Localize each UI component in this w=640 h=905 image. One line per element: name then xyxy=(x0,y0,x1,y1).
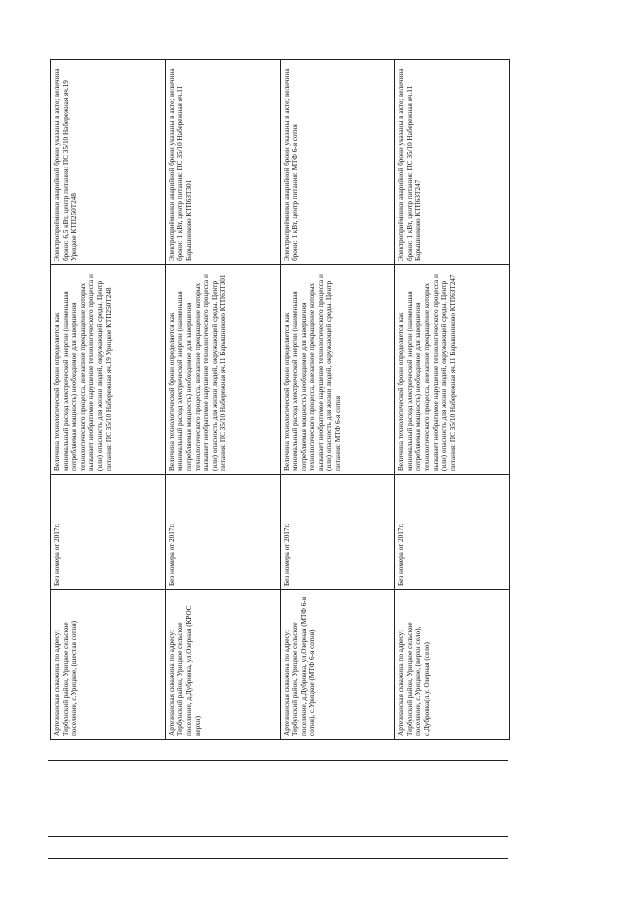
table-row xyxy=(51,60,166,740)
horizontal-rule xyxy=(48,836,508,837)
cell-address: Артезианская скважина по адресу: Тербунский район, Урицкое сельское поселение, с.Урицкое, (шестая сотня) xyxy=(51,590,166,740)
cell-address: Артезианская скважина по адресу: Тербунский район, Урицкое сельское поселение, д.Дубровка, ул.Озерная (МТФ 6-я сотня), с.Урицкое (МТФ 6-я сотня) xyxy=(280,590,395,740)
horizontal-rule xyxy=(48,858,508,859)
cell-tech-reserve: Величина технологической брони определяется как минимальный расход электрической энергии (наименьшая потребляемая мощность) необходимое для завершения технологического процесса, внезапное прекращение которых вызывает необратимое нарушение технологического процесса и (или) опасность для жизни людей, окружающей среды. Центр питания: ПС 35/10 Набережная яч.19 Урицкое КТП250Т248 xyxy=(51,265,166,475)
cell-tech-reserve: Величина технологической брони определяется как минимальный расход электрической энергии (наименьшая потребляемая мощность) необходимое для завершения технологического процесса, внезапное прекращение которых вызывает необратимое нарушение технологического процесса и (или) опасность для жизни людей, окружающей среды. Центр питания: МТФ 6-я сотня xyxy=(280,265,395,475)
cell-number: Без номера от 2017г. xyxy=(51,475,166,590)
table-row xyxy=(395,60,510,740)
reservation-table xyxy=(50,59,510,740)
cell-emergency-reserve: Электроприёмники аварийной брони указаны в акте; величина брони: 1 кВт, центр питания: МТФ 6-я сотня xyxy=(280,60,395,265)
rotated-table-wrapper xyxy=(50,60,510,740)
cell-emergency-reserve: Электроприёмники аварийной брони указаны в акте; величина брони: 6,5 кВт, центр питания: ПС 35/10 Набережная яч.19 Урицкое КТП250Т248 xyxy=(51,60,166,265)
cell-address: Артезианская скважина по адресу: Тербунский район, Урицкое сельское поселение, д.Дубровка, ул.Озерная (КРОС верхн) xyxy=(165,590,280,740)
cell-number: Без номера от 2017г. xyxy=(280,475,395,590)
cell-number: Без номера от 2017г. xyxy=(165,475,280,590)
table-row xyxy=(280,60,395,740)
cell-tech-reserve: Величина технологической брони определяется как минимальный расход электрической энергии (наименьшая потребляемая мощность) необходимое для завершения технологического процесса, внезапное прекращение которых вызывает необратимое нарушение технологического процесса и (или) опасность для жизни людей, окружающей среды. Центр питания: ПС 35/10 Набережная яч.11 Барышниково КТП63Т301 xyxy=(165,265,280,475)
cell-tech-reserve: Величина технологической брони определяется как минимальный расход электрической энергии (наименьшая потребляемая мощность) необходимое для завершения технологического процесса, внезапное прекращение которых вызывает необратимое нарушение технологического процесса и (или) опасность для жизни людей, окружающей среды. Центр питания: ПС 35/10 Набережная яч.11 Барышниково КТП63Т247 xyxy=(395,265,510,475)
cell-address: Артезианская скважина по адресу: Тербунский район, Урицкое сельское поселение, с.Урицкое, (верхн село), с.Дубровка(л.у. Озерная (село) xyxy=(395,590,510,740)
cell-emergency-reserve: Электроприёмники аварийной брони указаны в акте; величина брони: 1 кВт, центр питания: ПС 35/10 Набережная яч.11 Барышниково КТП63Т247 xyxy=(395,60,510,265)
cell-number: Без номера от 2017г. xyxy=(395,475,510,590)
horizontal-rule xyxy=(48,760,508,761)
cell-emergency-reserve: Электроприёмники аварийной брони указаны в акте; величина брони: 1 кВт, центр питания: ПС 35/10 Набережная яч.11 Барышниково КТП63Т301 xyxy=(165,60,280,265)
table-row xyxy=(165,60,280,740)
